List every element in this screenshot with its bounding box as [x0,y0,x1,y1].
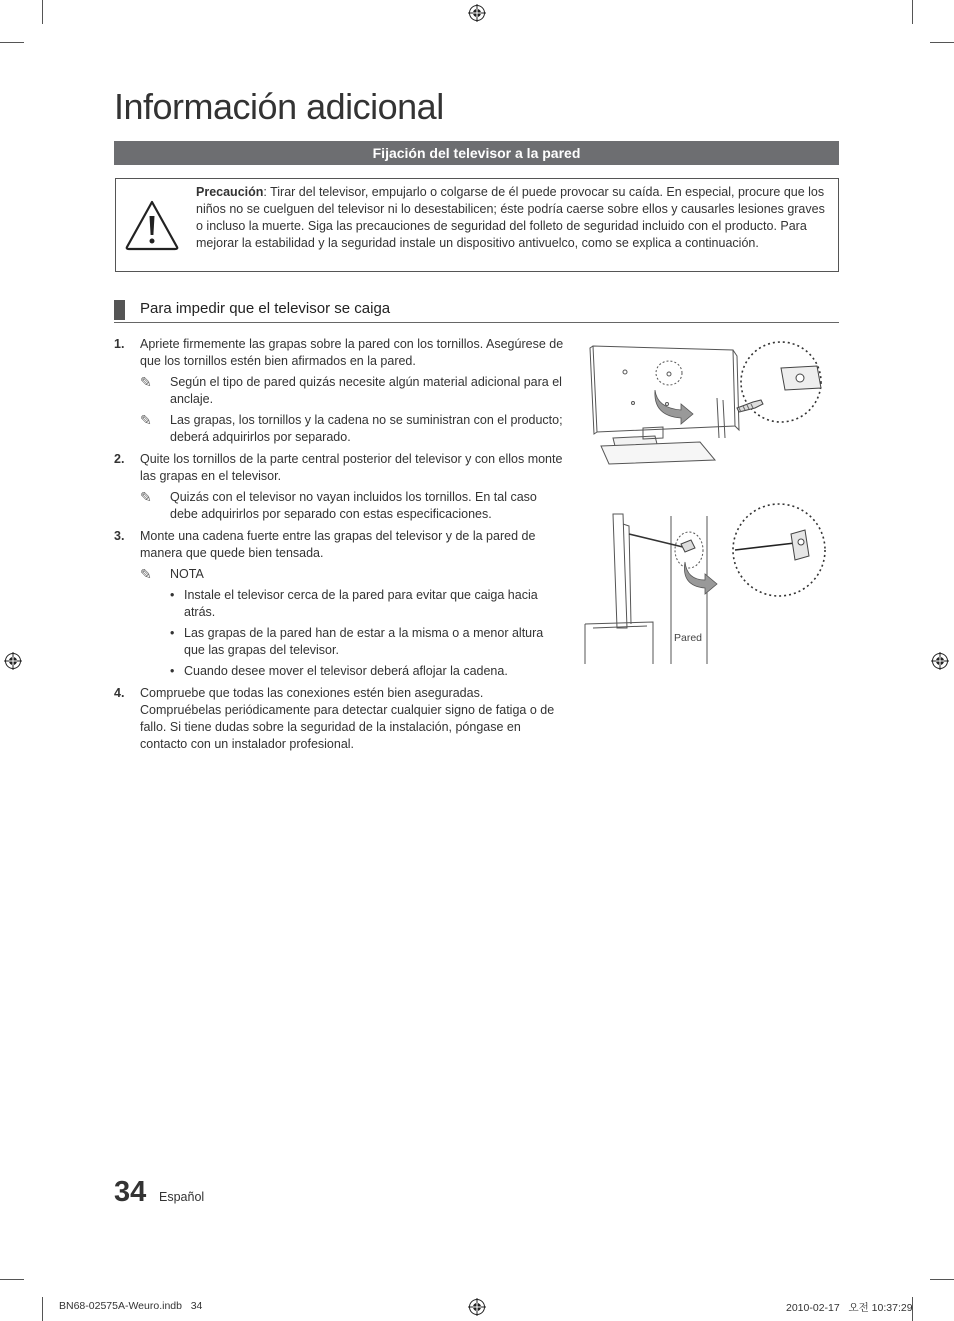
pencil-note-icon: ✎ [140,489,152,505]
section-title-bar: Fijación del televisor a la pared [114,141,839,165]
bullet-item [140,625,566,659]
crop-mark [930,42,954,43]
page-title: Información adicional [114,86,444,127]
crop-mark [930,1279,954,1280]
registration-mark-icon [468,1298,486,1316]
crop-mark [0,1279,24,1280]
pencil-note-icon: ✎ [140,566,152,582]
note-text: Según el tipo de pared quizás necesite algún material adicional para el anclaje. [170,375,562,406]
caution-text [196,184,826,252]
subsection-heading-label: Para impedir que el televisor se caiga [140,300,391,317]
page-number: 34 [114,1176,147,1208]
heading-marker [114,300,125,320]
registration-mark-icon [931,652,949,670]
bullet-dot: • [170,664,175,678]
caution-body: : Tirar del televisor, empujarlo o colgarse de él puede provocar su caída. En especial, procure que los niños no se cuelguen del televisor ni lo desestabilicen; éste podría caerse sobre ellos y causarles lesiones graves o incluso la muerte. Siga las precauciones de seguridad del folleto de seguridad incluido con el producto. Para mejorar la estabilidad y la seguridad instale un dispositivo antivuelco, como se explica a continuación. [196,185,825,250]
crop-mark [42,1297,43,1321]
tv-wall-chain-illustration [583,498,833,668]
step-number: 3. [114,529,125,543]
bullet-text: Las grapas de la pared han de estar a la misma o a menor altura que las grapas del televisor. [184,626,544,657]
wall-label: Pared [674,632,703,644]
note-item [140,374,566,408]
step-item [114,451,566,523]
registration-mark-icon [468,4,486,22]
bullet-text: Cuando desee mover el televisor deberá aflojar la cadena. [184,664,508,678]
crop-mark [912,0,913,24]
note-text: Las grapas, los tornillos y la cadena no se suministran con el producto; deberá adquirirlos por separado. [170,413,563,444]
pencil-note-icon: ✎ [140,374,152,390]
bullet-text: Instale el televisor cerca de la pared para evitar que caiga hacia atrás. [184,588,538,619]
pencil-note-icon: ✎ [140,412,152,428]
registration-mark-icon [4,652,22,670]
bullet-item [140,663,566,680]
warning-triangle-icon [124,199,180,251]
step-item [114,336,566,446]
step-text: Monte una cadena fuerte entre las grapas del televisor y de la pared de manera que quede bien tensada. [140,529,536,560]
language-label: Español [159,1190,205,1204]
step-item [114,528,566,680]
print-file-info: BN68-02575A-Weuro.indb 34 [59,1300,203,1312]
step-item [114,685,566,753]
steps-list [114,336,566,758]
step-number: 4. [114,686,125,700]
bullet-item [140,587,566,621]
step-text: Apriete firmemente las grapas sobre la pared con los tornillos. Asegúrese de que los tornillos estén bien afirmados en la pared. [140,337,564,368]
bullet-dot: • [170,588,175,602]
step-text: Compruebe que todas las conexiones estén bien aseguradas. Compruébelas periódicamente para detectar cualquier signo de fatiga o de fallo. Si tiene dudas sobre la seguridad de la instalación, póngase en contacto con un instalador profesional. [140,686,555,751]
crop-mark [42,0,43,24]
step-text: Quite los tornillos de la parte central posterior del televisor y con ellos monte las grapas en el televisor. [140,452,563,483]
step-number: 2. [114,452,125,466]
note-item [140,566,566,583]
bullet-dot: • [170,626,175,640]
note-text: Quizás con el televisor no vayan incluidos los tornillos. En tal caso debe adquirirlos por separado con estas especificaciones. [170,490,537,521]
subsection-heading [114,298,839,323]
print-timestamp: 2010-02-17 오전 10:37:29 [786,1302,913,1314]
caution-box [115,178,839,272]
note-title: NOTA [170,567,204,581]
note-item [140,412,566,446]
step-number: 1. [114,337,125,351]
tv-bracket-illustration [585,338,830,474]
caution-label: Precaución [196,185,264,199]
crop-mark [0,42,24,43]
note-item [140,489,566,523]
